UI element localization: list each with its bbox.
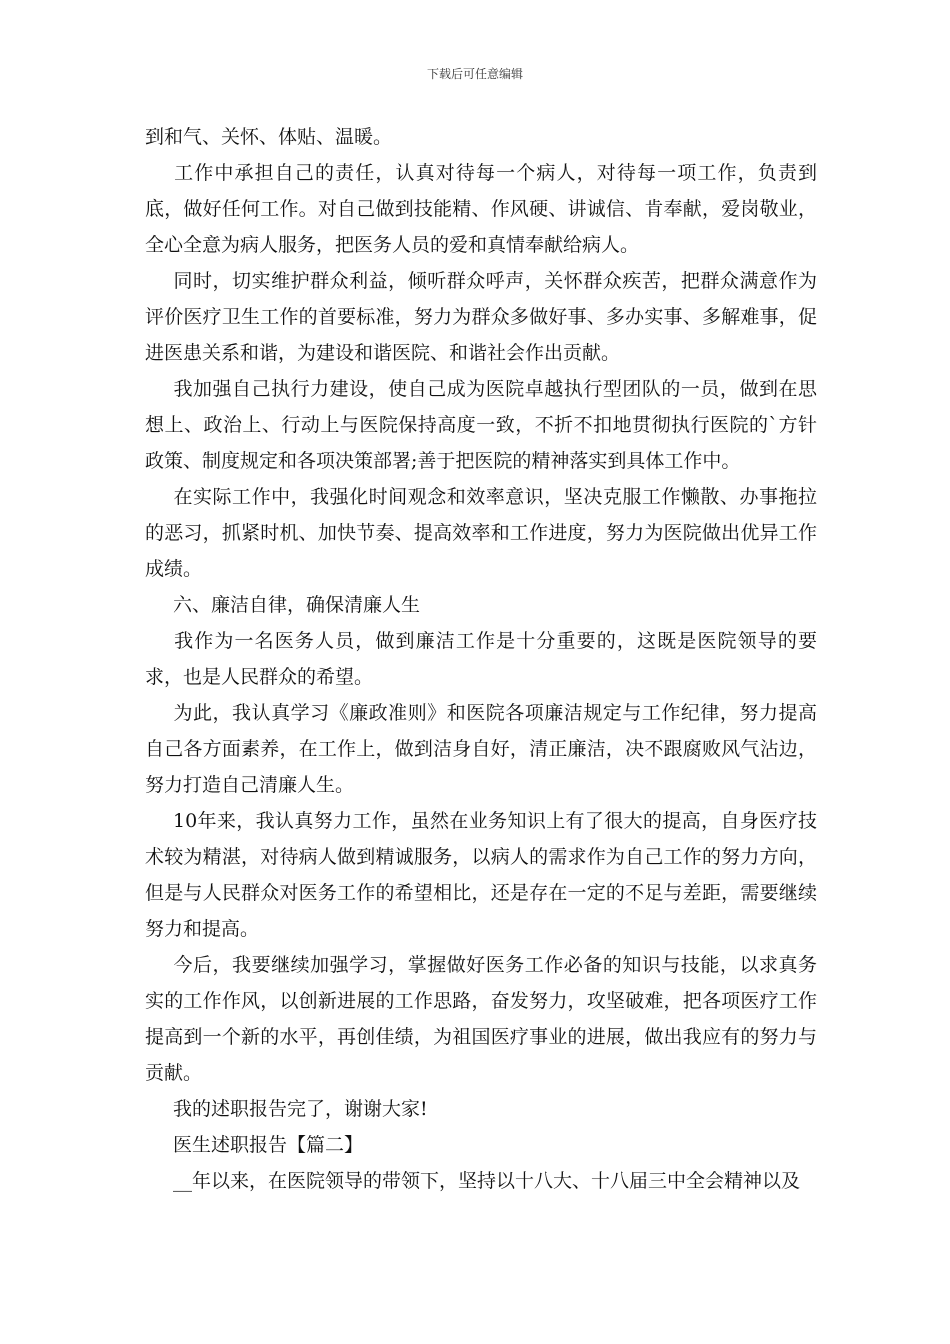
- paragraph-text: 我加强自己执行力建设，使自己成为医院卓越执行型团队的一员，做到在思想上、政治上、行动上与医院保持高度一致，不折不扣地贯彻执行医院的`方针政策、制度规定和各项决策部署;善于把医院的精神落实到具体工作中。: [145, 378, 817, 472]
- page-header: 下载后可任意编辑: [426, 67, 523, 81]
- paragraph: [145, 263, 817, 371]
- paragraph: [145, 695, 817, 803]
- paragraph: [145, 371, 817, 479]
- paragraph: [145, 1091, 817, 1127]
- paragraph-text: 今后，我要继续加强学习，掌握做好医务工作必备的知识与技能，以求真务实的工作作风，以创新进展的工作思路，奋发努力，攻坚破难，把各项医疗工作提高到一个新的水平，再创佳绩，为祖国医疗事业的进展，做出我应有的努力与贡献。: [145, 954, 817, 1084]
- paragraph: [145, 155, 817, 263]
- section-heading: [145, 587, 817, 623]
- paragraph: [145, 479, 817, 587]
- section-heading-text: 六、廉洁自律，确保清廉人生: [173, 594, 421, 616]
- paragraph: [145, 1163, 817, 1199]
- section-heading: [145, 1127, 817, 1163]
- paragraph: [145, 803, 817, 947]
- paragraph-text: 我的述职报告完了，谢谢大家!: [173, 1098, 428, 1120]
- paragraph-text: 工作中承担自己的责任，认真对待每一个病人，对待每一项工作，负责到底，做好任何工作。对自己做到技能精、作风硬、讲诚信、肯奉献，爱岗敬业，全心全意为病人服务，把医务人员的爱和真情奉献给病人。: [145, 162, 817, 256]
- paragraph-text: 在实际工作中，我强化时间观念和效率意识，坚决克服工作懒散、办事拖拉的恶习，抓紧时机、加快节奏、提高效率和工作进度，努力为医院做出优异工作成绩。: [145, 486, 817, 580]
- paragraph: [145, 119, 817, 155]
- paragraph-text: 10年来，我认真努力工作，虽然在业务知识上有了很大的提高，自身医疗技术较为精湛，对待病人做到精诚服务，以病人的需求作为自己工作的努力方向，但是与人民群众对医务工作的希望相比，还是存在一定的不足与差距，需要继续努力和提高。: [145, 810, 817, 940]
- paragraph: [145, 623, 817, 695]
- paragraph-text: 到和气、关怀、体贴、温暖。: [145, 126, 393, 148]
- paragraph-text: __年以来，在医院领导的带领下，坚持以十八大、十八届三中全会精神以及: [173, 1170, 801, 1192]
- paragraph-text: 为此，我认真学习《廉政准则》和医院各项廉洁规定与工作纪律，努力提高自己各方面素养，在工作上，做到洁身自好，清正廉洁，决不跟腐败风气沾边，努力打造自己清廉人生。: [145, 702, 817, 796]
- section-heading-text: 医生述职报告【篇二】: [173, 1134, 364, 1156]
- paragraph-text: 同时，切实维护群众利益，倾听群众呼声，关怀群众疾苦，把群众满意作为评价医疗卫生工作的首要标准，努力为群众多做好事、多办实事、多解难事，促进医患关系和谐，为建设和谐医院、和谐社会作出贡献。: [145, 270, 817, 364]
- paragraph: [145, 947, 817, 1091]
- paragraph-text: 我作为一名医务人员，做到廉洁工作是十分重要的，这既是医院领导的要求，也是人民群众的希望。: [145, 630, 817, 688]
- document-body: [145, 119, 817, 1199]
